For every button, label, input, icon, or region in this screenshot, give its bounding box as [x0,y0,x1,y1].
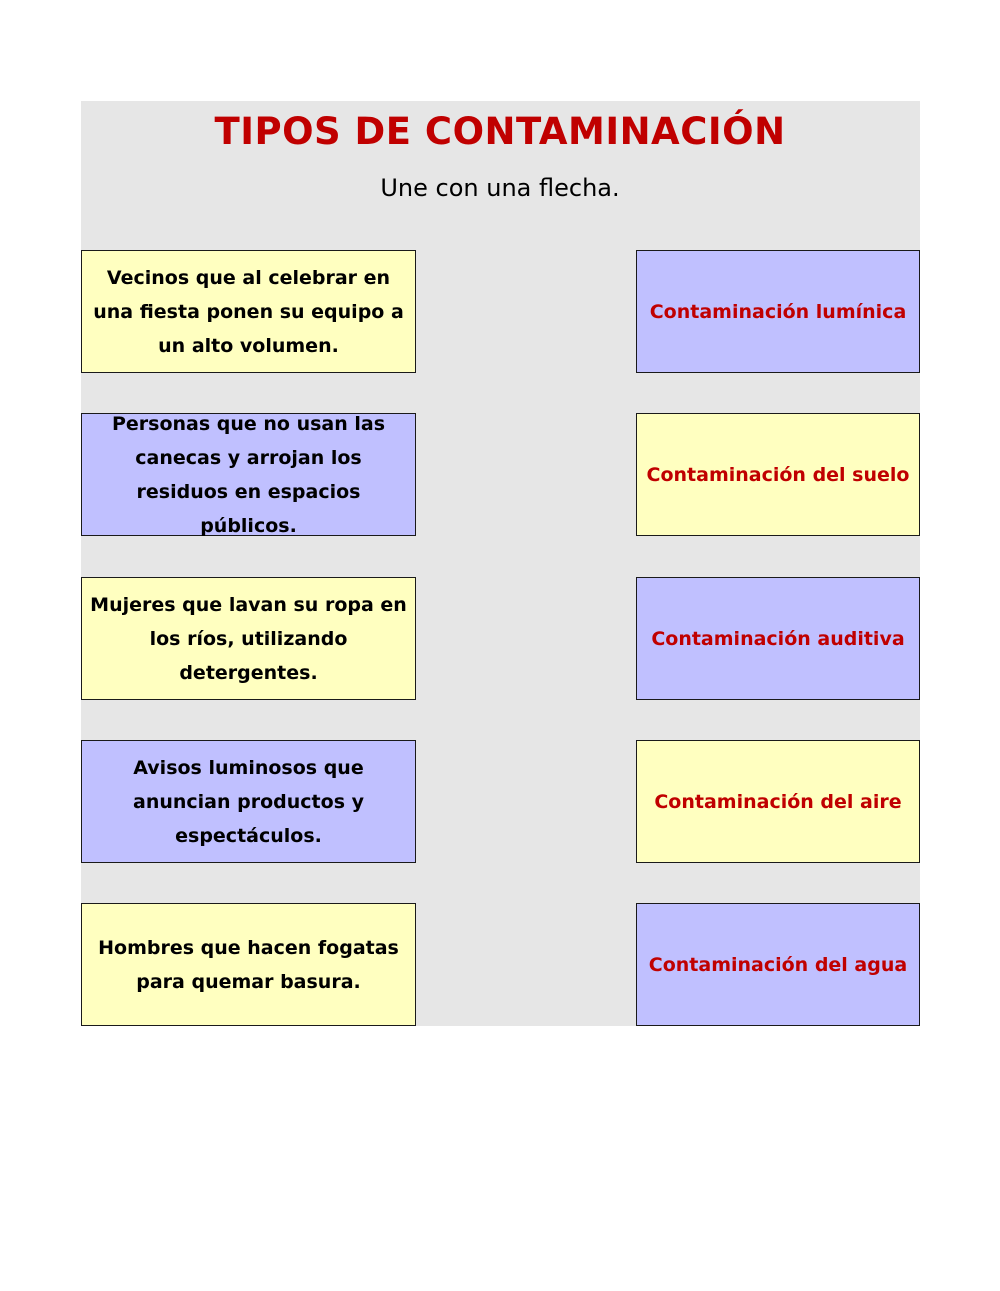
situation-box-4[interactable]: Avisos luminosos que anuncian productos y espectáculos. [81,740,416,863]
type-box-suelo[interactable]: Contaminación del suelo [636,413,920,536]
worksheet-background [81,101,920,1026]
instruction-text: Une con una flecha. [380,174,620,202]
type-box-auditiva[interactable]: Contaminación auditiva [636,577,920,700]
type-box-luminica[interactable]: Contaminación lumínica [636,250,920,373]
type-box-agua[interactable]: Contaminación del agua [636,903,920,1026]
type-box-aire[interactable]: Contaminación del aire [636,740,920,863]
situation-box-2[interactable]: Personas que no usan las canecas y arrojan los residuos en espacios públicos. [81,413,416,536]
page-title: TIPOS DE CONTAMINACIÓN [214,110,786,153]
situation-box-1[interactable]: Vecinos que al celebrar en una fiesta ponen su equipo a un alto volumen. [81,250,416,373]
situation-box-3[interactable]: Mujeres que lavan su ropa en los ríos, utilizando detergentes. [81,577,416,700]
situation-box-5[interactable]: Hombres que hacen fogatas para quemar basura. [81,903,416,1026]
